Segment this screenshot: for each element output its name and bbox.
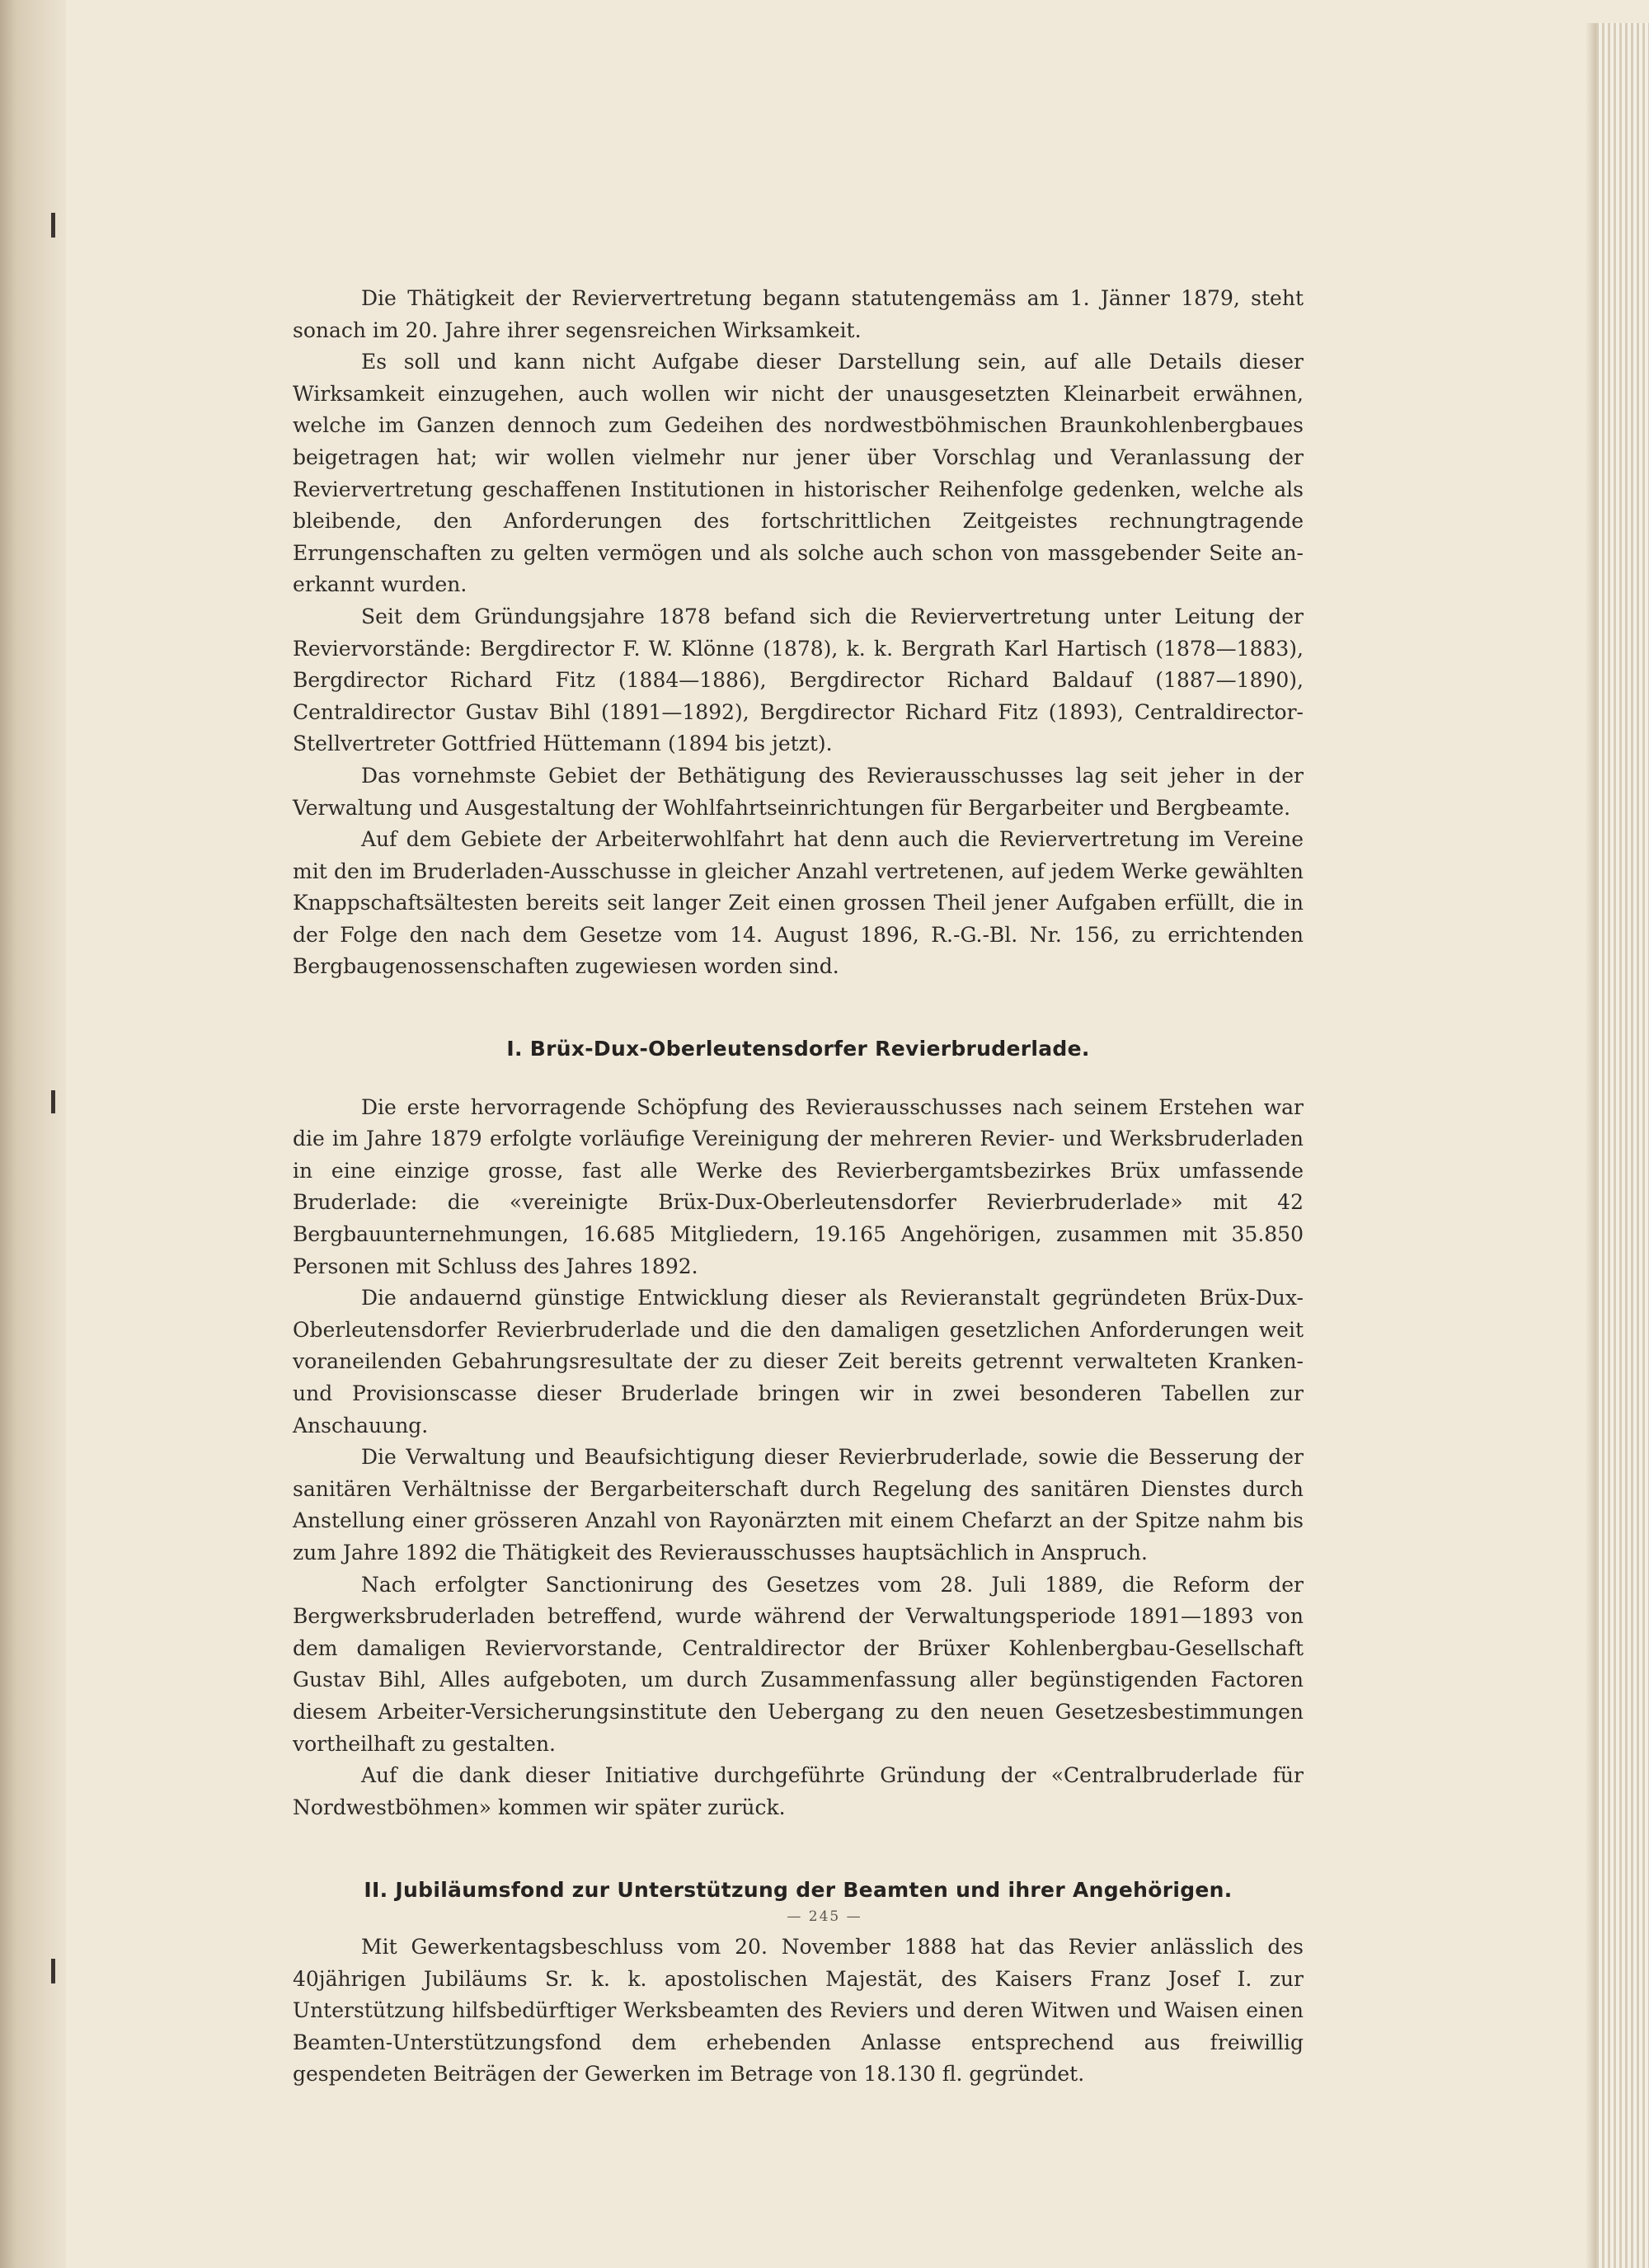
page-number: — 245 — (787, 1908, 862, 1925)
paragraph: Es soll und kann nicht Aufgabe dieser Darstellung sein, auf alle Details dieser Wirksamkeit einzugehen, auch wollen wir nicht der unausgesetzten Kleinarbeit erwähnen, welche im Ganzen dennoch zum Gedeihen des nordwestböhmischen Braunkohlenbergbaues beigetragen hat; wir wollen vielmehr nur jener über Vorschlag und Veranlassung der Reviervertretung geschaffenen Institutionen in historischer Reihenfolge gedenken, welche als bleibende, den Anforderungen des fortschrittlichen Zeitgeistes rechnungtragende Errungenschaften zu gelten vermögen und als solche auch schon von massgebender Seite anerkannt wurden. (293, 350, 1304, 597)
paragraph: Auf dem Gebiete der Arbeiterwohlfahrt hat denn auch die Reviervertretung im Vereine mit den im Bruderladen-Ausschusse in gleicher Anzahl vertretenen, auf jedem Werke gewählten Knappschaftsältesten bereits seit langer Zeit einen grossen Theil jener Aufgaben erfüllt, die in der Folge den nach dem Gesetze vom 14. August 1896, R.-G.-Bl. Nr. 156, zu errichtenden Bergbaugenossenschaften zugewiesen worden sind. (293, 827, 1304, 979)
paragraph: Das vornehmste Gebiet der Bethätigung des Revierausschusses lag seit jeher in der Verwaltung und Ausgestaltung der Wohlfahrtseinrichtungen für Bergarbeiter und Bergbeamte. (293, 763, 1304, 820)
paragraph: Nach erfolgter Sanctionirung des Gesetzes vom 28. Juli 1889, die Reform der Bergwerksbruderladen betreffend, wurde während der Verwaltungsperiode 1891—1893 von dem damaligen Reviervorstande, Centraldirector der Brüxer Kohlenbergbau-Gesellschaft Gustav Bihl, Alles aufgeboten, um durch Zusammenfassung aller begünstigenden Factoren diesem Arbeiter-Versicherungsinstitute den Uebergang zu den neuen Gesetzesbestimmungen vortheilhaft zu gestalten. (293, 1572, 1304, 1756)
binding-gutter (0, 0, 66, 2268)
text-column (293, 283, 1304, 2091)
section-heading: II. Jubiläumsfond zur Unterstützung der Beamten und ihrer Angehörigen. (364, 1878, 1233, 1903)
paragraph: Seit dem Gründungsjahre 1878 befand sich die Reviervertretung unter Leitung der Reviervorstände: Bergdirector F. W. Klönne (1878), k. k. Bergrath Karl Hartisch (1878—1883), Bergdirector Richard Fitz (1884—1886), Bergdirector Richard Baldauf (1887—1890), Centraldirector Gustav Bihl (1891—1892), Bergdirector Richard Fitz (1893), Centraldirector-Stellvertreter Gottfried Hüttemann (1894 bis jetzt). (293, 604, 1304, 756)
binding-thread (51, 213, 55, 238)
section-heading: I. Brüx-Dux-Oberleutensdorfer Revierbruderlade. (506, 1037, 1090, 1061)
paragraph: Auf die dank dieser Initiative durchgeführte Gründung der «Centralbruderlade für Nordwestböhmen» kommen wir später zurück. (293, 1763, 1304, 1819)
page-stack-edges (1596, 23, 1649, 2268)
paragraph: Die Thätigkeit der Reviervertretung begann statutengemäss am 1. Jänner 1879, steht sonach im 20. Jahre ihrer segensreichen Wirksamkeit. (293, 286, 1304, 342)
paragraph: Die erste hervorragende Schöpfung des Revierausschusses nach seinem Erstehen war die im Jahre 1879 erfolgte vorläufige Vereinigung der mehreren Revier- und Werksbruderladen in eine einzige grosse, fast alle Werke des Revierbergamtsbezirkes Brüx umfassende Bruderlade: die «vereinigte Brüx-Dux-Oberleutensdorfer Revierbruderlade» mit 42 Bergbauunternehmungen, 16.685 Mitgliedern, 19.165 Angehörigen, zusammen mit 35.850 Personen mit Schluss des Jahres 1892. (293, 1094, 1304, 1278)
paragraph: Die andauernd günstige Entwicklung dieser als Revieranstalt gegründeten Brüx-Dux-Oberleutensdorfer Revierbruderlade und die den damaligen gesetzlichen Anforderungen weit voraneilenden Gebahrungsresultate der zu dieser Zeit bereits getrennt verwalteten Kranken- und Provisionscasse dieser Bruderlade bringen wir in zwei besonderen Tabellen zur Anschauung. (293, 1286, 1304, 1437)
binding-thread (51, 1959, 55, 1983)
binding-thread (51, 1090, 55, 1113)
paragraph: Die Verwaltung und Beaufsichtigung dieser Revierbruderlade, sowie die Besserung der sanitären Verhältnisse der Bergarbeiterschaft durch Regelung des sanitären Dienstes durch Anstellung einer grösseren Anzahl von Rayonärzten mit einem Chefarzt an der Spitze nahm bis zum Jahre 1892 die Thätigkeit des Revierausschusses hauptsächlich in Anspruch. (293, 1445, 1304, 1565)
paragraph: Mit Gewerkentagsbeschluss vom 20. November 1888 hat das Revier anlässlich des 40jährigen Jubiläums Sr. k. k. apostolischen Majestät, des Kaisers Franz Josef I. zur Unterstützung hilfsbedürftiger Werksbeamten des Reviers und deren Witwen und Waisen einen Beamten-Unterstützungsfond dem erhebenden Anlasse entsprechend aus freiwillig gespendeten Beiträgen der Gewerken im Betrage von 18.130 fl. gegründet. (293, 1934, 1304, 2087)
page-edge-shadow (1586, 23, 1596, 2268)
